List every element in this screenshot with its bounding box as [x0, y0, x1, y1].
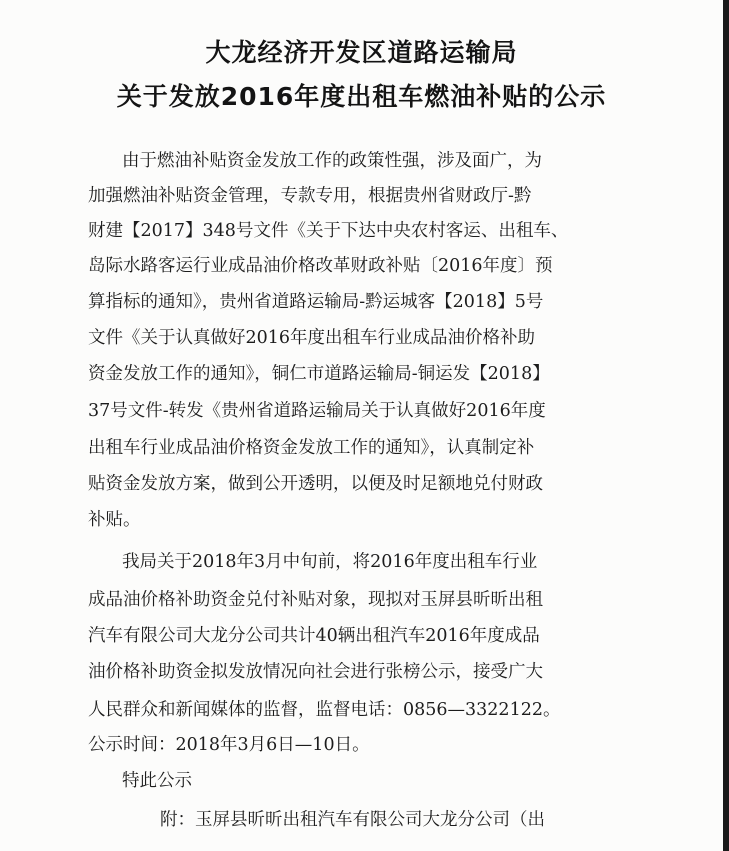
document-title-line-2: 关于发放2016年度出租车燃油补贴的公示: [116, 82, 607, 111]
document-title-line-1: 大龙经济开发区道路运输局: [205, 38, 518, 67]
body-line: 油价格补助资金拟发放情况向社会进行张榜公示，接受广大: [88, 662, 543, 682]
body-line: 汽车有限公司大龙分公司共计40辆出租汽车2016年度成品: [88, 626, 540, 646]
body-line: 由于燃油补贴资金发放工作的政策性强，涉及面广，为: [122, 151, 542, 171]
body-line: 贴资金发放方案，做到公开透明，以便及时足额地兑付财政: [88, 474, 543, 494]
body-line: 财建【2017】348号文件《关于下达中央农村客运、出租车、: [88, 221, 569, 241]
body-line: 资金发放工作的通知》，铜仁市道路运输局-铜运发【2018】: [88, 364, 550, 384]
body-line: 加强燃油补贴资金管理，专款专用，根据贵州省财政厅-黔: [88, 186, 532, 206]
body-line: 出租车行业成品油价格资金发放工作的通知》，认真制定补: [88, 438, 535, 458]
body-line: 公示时间：2018年3月6日—10日。: [88, 735, 370, 755]
body-line: 37号文件-转发《贵州省道路运输局关于认真做好2016年度: [88, 401, 546, 421]
body-line: 补贴。: [88, 510, 141, 530]
body-line: 人民群众和新闻媒体的监督，监督电话：0856—3322122。: [88, 700, 561, 720]
body-line: 成品油价格补助资金兑付补贴对象，现拟对玉屏县昕昕出租: [88, 590, 543, 610]
body-line: 附：玉屏县昕昕出租汽车有限公司大龙分公司（出: [160, 810, 545, 830]
body-line: 岛际水路客运行业成品油价格改革财政补贴〔2016年度〕预: [88, 256, 553, 276]
body-line: 特此公示: [122, 771, 192, 791]
body-line: 算指标的通知》，贵州省道路运输局-黔运城客【2018】5号: [88, 292, 544, 312]
body-line: 文件《关于认真做好2016年度出租车行业成品油价格补助: [88, 328, 536, 348]
body-line: 我局关于2018年3月中旬前，将2016年度出租车行业: [122, 552, 538, 572]
